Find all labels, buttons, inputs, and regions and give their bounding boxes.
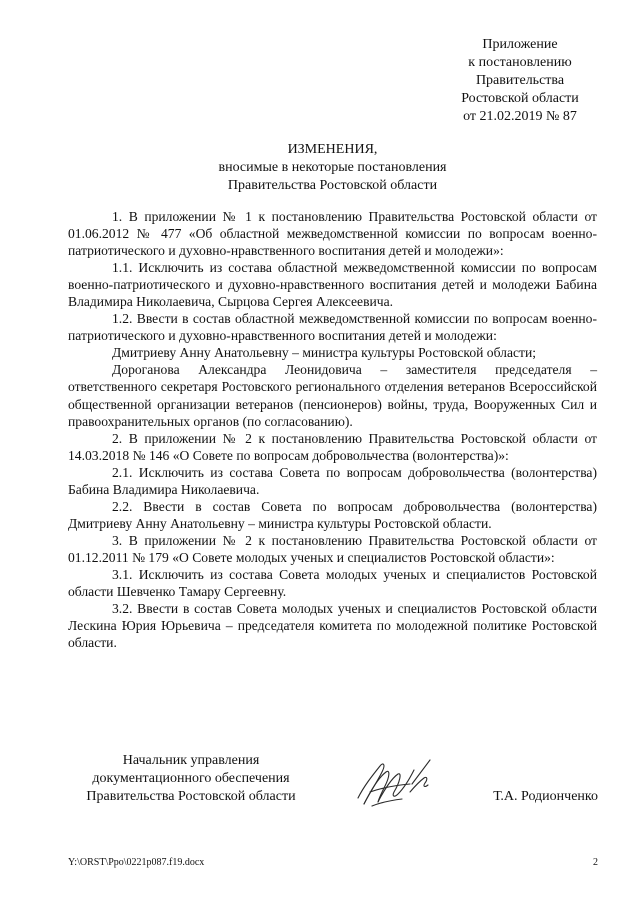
document-subtitle-line: Правительства Ростовской области: [227, 178, 438, 193]
paragraph-member-dmitrieva: Дмитриеву Анну Анатольевну – министра культуры Ростовской области;: [112, 345, 537, 361]
document-subtitle-line: вносимые в некоторые постановления: [218, 160, 447, 175]
attachment-line: Приложение: [482, 37, 558, 52]
document-heading: [60, 141, 605, 195]
document-title: ИЗМЕНЕНИЯ,: [287, 142, 378, 157]
paragraph-1-2: 1.2. Ввести в состав областной межведомственной комиссии по вопросам военно-патриотического и духовно-нравственного воспитания детей и молодежи:: [68, 311, 597, 344]
paragraph-2-2: 2.2. Ввести в состав Совета по вопросам добровольчества (волонтерства) Дмитриеву Анну Анатольевну – министра культуры Ростовской области.: [68, 498, 597, 531]
paragraph-2: 2. В приложении № 2 к постановлению Правительства Ростовской области от 14.03.2018 № 146 «О Совете по вопросам добровольчества (волонтерства)»:: [68, 430, 597, 463]
document-body: [68, 208, 597, 651]
footer-file-path: Y:\ORST\Ppo\0221p087.f19.docx: [68, 857, 205, 868]
signature-drawing: [352, 752, 444, 814]
paragraph-3-2: 3.2. Ввести в состав Совета молодых ученых и специалистов Ростовской области Лескина Юрия Юрьевича – председателя комитета по молодежной политике Ростовской области.: [68, 601, 597, 651]
attachment-line: Ростовской области: [461, 91, 579, 106]
position-line: документационного обеспечения: [92, 771, 290, 786]
attachment-note: [420, 36, 620, 126]
paragraph-2-1: 2.1. Исключить из состава Совета по вопросам добровольчества (волонтерства) Бабина Владимира Николаевича.: [68, 464, 597, 497]
paragraph-3-1: 3.1. Исключить из состава Совета молодых ученых и специалистов Ростовской области Шевченко Тамару Сергеевну.: [68, 566, 597, 600]
paragraph-1-1: 1.1. Исключить из состава областной межведомственной комиссии по вопросам военно-патриотического и духовно-нравственного воспитания детей и молодежи Бабина Владимира Николаевича, Сырцова Сергея Алексеевича.: [68, 260, 597, 310]
signatory-position: [66, 752, 316, 806]
paragraph-member-doroganov: Дороганова Александра Леонидовича – заместителя председателя – ответственного секретаря Ростовского регионального отделения ветеранов Всероссийской общественной организации ветеранов (пенсионеров) войны, труда, Вооруженных Сил и правоохранительных органов (по согласованию).: [68, 362, 597, 429]
handwritten-signature-icon: [352, 752, 444, 814]
attachment-line: от 21.02.2019 № 87: [463, 109, 577, 124]
signatory-name: Т.А. Родионченко: [493, 789, 598, 804]
paragraph-1: 1. В приложении № 1 к постановлению Правительства Ростовской области от 01.06.2012 № 477 «Об областной межведомственной комиссии по вопросам военно-патриотического и духовно-нравственного воспитания детей и молодежи»:: [68, 209, 597, 259]
attachment-line: к постановлению: [468, 55, 572, 70]
page-number: 2: [593, 857, 598, 868]
position-line: Начальник управления: [122, 753, 260, 768]
attachment-line: Правительства: [475, 73, 565, 88]
position-line: Правительства Ростовской области: [86, 789, 296, 804]
paragraph-3: 3. В приложении № 2 к постановлению Правительства Ростовской области от 01.12.2011 № 179 «О Совете молодых ученых и специалистов Ростовской области»:: [68, 532, 597, 565]
